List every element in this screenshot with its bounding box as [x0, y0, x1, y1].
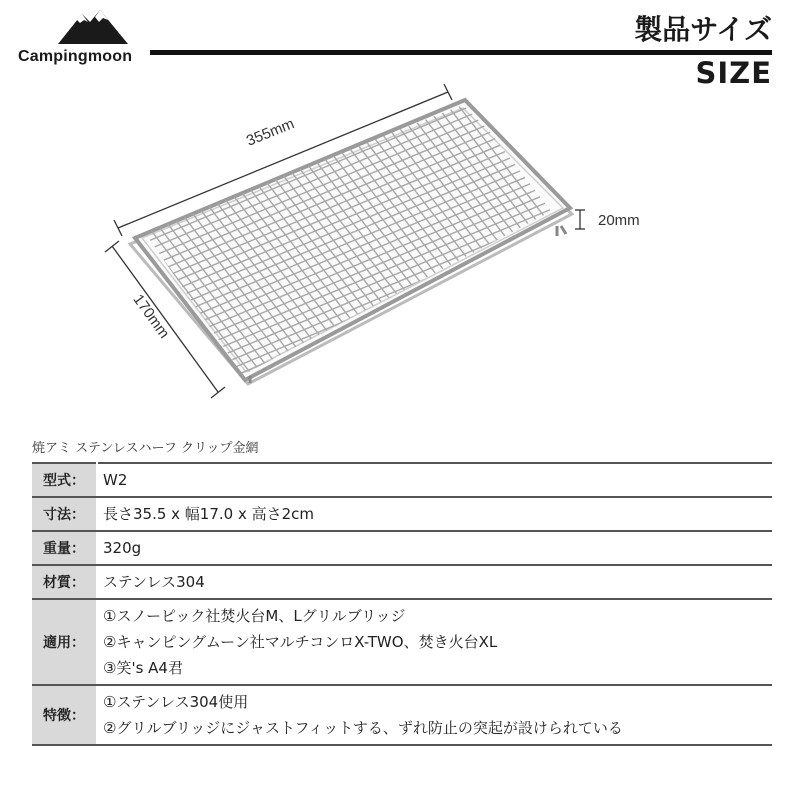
product-name: 焼アミ ステンレスハーフ クリップ金網 — [32, 441, 259, 456]
spec-row — [32, 685, 772, 745]
spec-value-line: 320g — [103, 539, 142, 557]
width-dimension-label: 170mm — [129, 291, 173, 342]
length-dimension-label: 355mm — [244, 115, 297, 150]
spec-value-line: ③笑's A4君 — [103, 659, 183, 677]
spec-value — [97, 565, 772, 599]
brand-name: Campingmoon — [18, 48, 133, 65]
spec-key: 寸法： — [32, 497, 97, 531]
spec-row — [32, 463, 772, 497]
page-subtitle: SIZE — [695, 56, 772, 90]
spec-key: 型式： — [32, 463, 97, 497]
spec-key: 重量： — [32, 531, 97, 565]
spec-table — [32, 462, 772, 746]
spec-value-line: ステンレス304 — [103, 573, 205, 591]
spec-row — [32, 599, 772, 685]
spec-value-line: W2 — [103, 471, 128, 489]
spec-key: 材質： — [32, 565, 97, 599]
spec-value — [97, 685, 772, 745]
spec-value-line: ①スノーピック社焚火台M、Lグリルブリッジ — [103, 607, 406, 625]
spec-row — [32, 531, 772, 565]
spec-value-line: 長さ35.5 x 幅17.0 x 高さ2cm — [103, 505, 315, 523]
spec-value — [97, 497, 772, 531]
page-title: 製品サイズ — [634, 13, 772, 46]
spec-value-line: ②グリルブリッジにジャストフィットする、ずれ防止の突起が設けられている — [103, 719, 623, 737]
spec-value-line: ②キャンピングムーン社マルチコンロX-TWO、焚き火台XL — [103, 633, 498, 651]
spec-row — [32, 565, 772, 599]
spec-value-line: ①ステンレス304使用 — [103, 693, 249, 711]
spec-value — [97, 463, 772, 497]
spec-key: 適用： — [32, 599, 97, 685]
spec-key: 特徴： — [32, 685, 97, 745]
spec-value — [97, 531, 772, 565]
spec-value — [97, 599, 772, 685]
height-dimension-label: 20mm — [598, 212, 640, 229]
spec-row — [32, 497, 772, 531]
